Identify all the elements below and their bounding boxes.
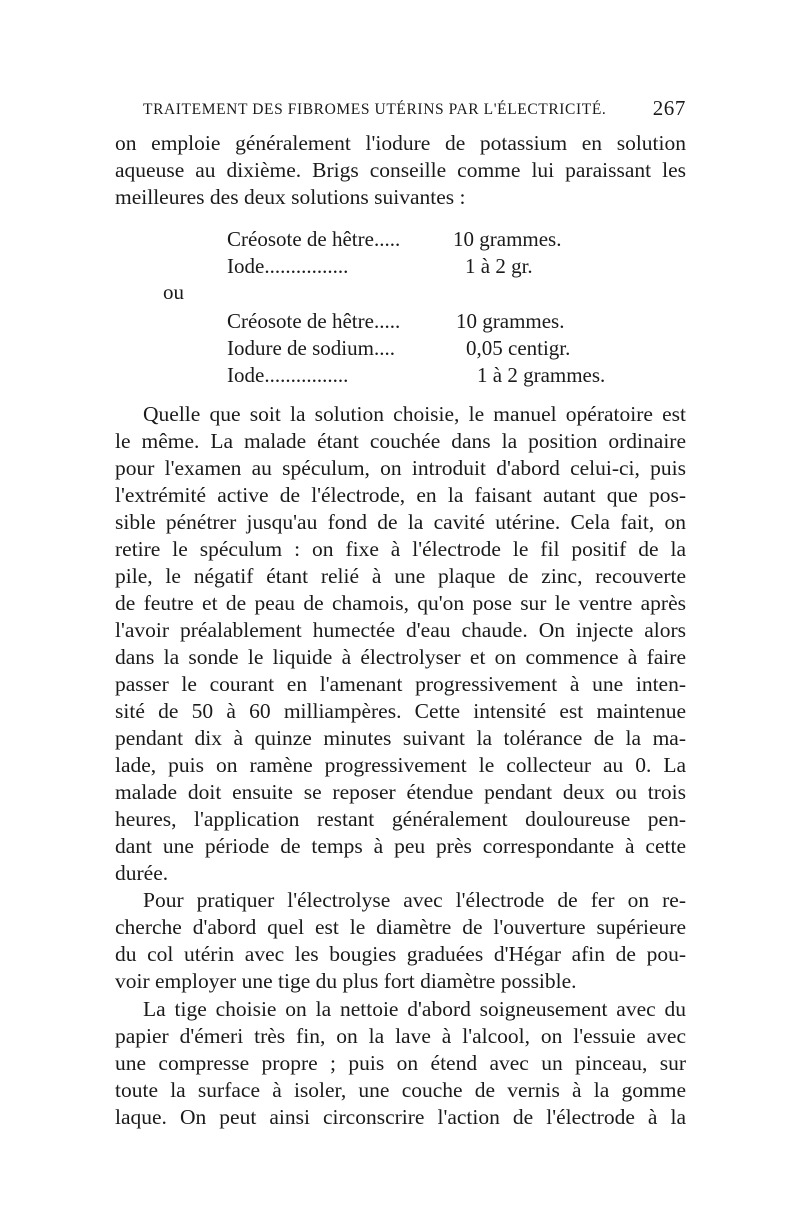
text-line: voir employer une tige du plus fort diamètre possible. bbox=[115, 969, 577, 993]
text-line: durée. bbox=[115, 861, 169, 885]
text-line: pendant dix à quinze minutes suivant la tolérance de la ma- bbox=[115, 726, 686, 750]
text-line: pour l'examen au spéculum, on introduit d'abord celui-ci, puis bbox=[115, 456, 686, 480]
text-line: dant une période de temps à peu près correspondante à cette bbox=[115, 834, 686, 858]
formula-ingredient: Iode................ bbox=[227, 254, 349, 278]
formula-ingredient: Créosote de hêtre..... bbox=[227, 309, 401, 333]
formula-amount: 0,05 centigr. bbox=[466, 336, 571, 360]
text-line: on emploie généralement l'iodure de potassium en solution bbox=[115, 131, 686, 155]
formula-ingredient: Iode................ bbox=[227, 363, 349, 387]
text-line: La tige choisie on la nettoie d'abord soigneusement avec du bbox=[143, 997, 686, 1021]
text-line: malade doit ensuite se reposer étendue pendant deux ou trois bbox=[115, 780, 686, 804]
text-line: sible pénétrer jusqu'au fond de la cavité utérine. Cela fait, on bbox=[115, 510, 686, 534]
text-line: retire le spéculum : on fixe à l'électrode le fil positif de la bbox=[115, 537, 686, 561]
running-head bbox=[143, 98, 686, 122]
text-line: pile, le négatif étant relié à une plaque de zinc, recouverte bbox=[115, 564, 686, 588]
text-line: lade, puis on ramène progressivement le collecteur au 0. La bbox=[115, 753, 686, 777]
formula-ingredient: Créosote de hêtre..... bbox=[227, 227, 401, 251]
text-line: de feutre et de peau de chamois, qu'on pose sur le ventre après bbox=[115, 591, 686, 615]
text-line: meilleures des deux solutions suivantes : bbox=[115, 185, 466, 209]
text-line: papier d'émeri très fin, on la lave à l'alcool, on l'essuie avec bbox=[115, 1024, 686, 1048]
formula-amount: 1 à 2 grammes. bbox=[477, 363, 606, 387]
text-line: l'avoir préalablement humectée d'eau chaude. On injecte alors bbox=[115, 618, 686, 642]
text-line: passer le courant en l'amenant progressivement à une inten- bbox=[115, 672, 686, 696]
or-separator: ou bbox=[163, 280, 184, 304]
text-line: laque. On peut ainsi circonscrire l'action de l'électrode à la bbox=[115, 1105, 686, 1129]
text-line: Quelle que soit la solution choisie, le manuel opératoire est bbox=[143, 402, 686, 426]
text-line: cherche d'abord quel est le diamètre de l'ouverture supérieure bbox=[115, 915, 686, 939]
text-line: le même. La malade étant couchée dans la position ordinaire bbox=[115, 429, 686, 453]
text-line: une compresse propre ; puis on étend avec un pinceau, sur bbox=[115, 1051, 686, 1075]
text-line: dans la sonde le liquide à électrolyser et on commence à faire bbox=[115, 645, 686, 669]
formula-amount: 10 grammes. bbox=[456, 309, 565, 333]
text-line: l'extrémité active de l'électrode, en la faisant autant que pos- bbox=[115, 483, 686, 507]
text-line: du col utérin avec les bougies graduées d'Hégar afin de pou- bbox=[115, 942, 686, 966]
formula-amount: 10 grammes. bbox=[453, 227, 562, 251]
text-line: aqueuse au dixième. Brigs conseille comme lui paraissant les bbox=[115, 158, 686, 182]
page-number: 267 bbox=[652, 96, 686, 120]
formula-amount: 1 à 2 gr. bbox=[465, 254, 533, 278]
text-line: sité de 50 à 60 milliampères. Cette intensité est maintenue bbox=[115, 699, 686, 723]
text-line: Pour pratiquer l'électrolyse avec l'électrode de fer on re- bbox=[143, 888, 686, 912]
text-line: toute la surface à isoler, une couche de vernis à la gomme bbox=[115, 1078, 686, 1102]
text-line: heures, l'application restant généralement douloureuse pen- bbox=[115, 807, 686, 831]
running-head-title: TRAITEMENT DES FIBROMES UTÉRINS PAR L'ÉLECTRICITÉ. bbox=[143, 101, 607, 118]
formula-ingredient: Iodure de sodium.... bbox=[227, 336, 395, 360]
